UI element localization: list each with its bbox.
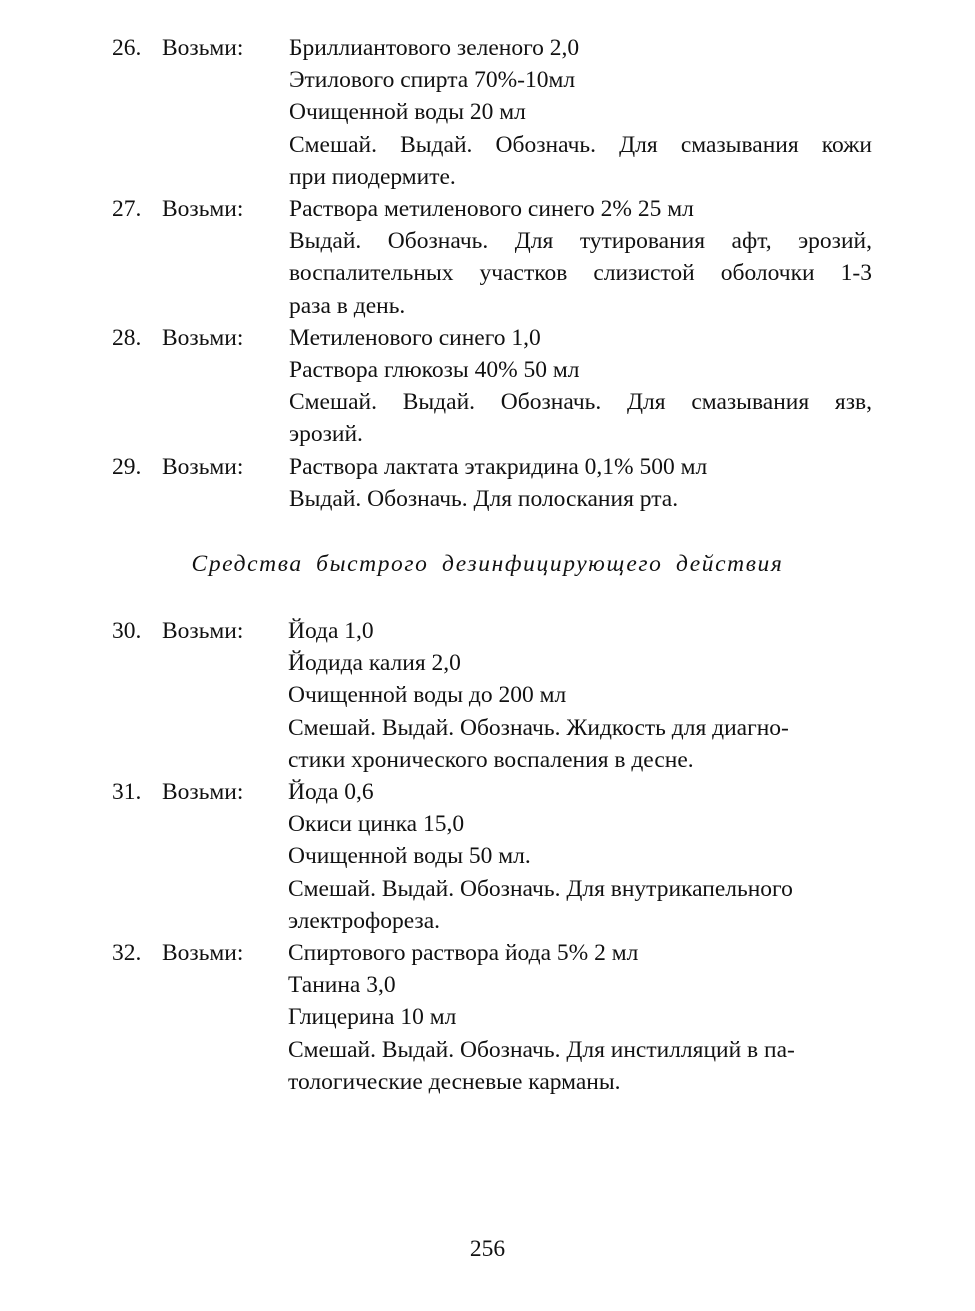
recipe-line: Йода 0,6 xyxy=(288,779,374,806)
recipe-line: Очищенной воды до 200 мл xyxy=(288,682,567,709)
recipe-line: Йодида калия 2,0 xyxy=(288,650,461,677)
recipe-line: Метиленового синего 1,0 xyxy=(289,324,541,351)
recipe-29 xyxy=(112,451,872,515)
recipe-line: Раствора метиленового синего 2% 25 мл xyxy=(289,196,694,223)
recipe-number: 31. xyxy=(112,779,142,806)
recipe-30 xyxy=(112,615,872,776)
section-heading: Средства быстрого дезинфицирующего действия xyxy=(191,551,784,577)
recipe-line: Смешай. Выдай. Обозначь. Для инстилляций в па- xyxy=(288,1036,795,1063)
recipe-line: Очищенной воды 50 мл. xyxy=(288,843,531,870)
recipe-list-a xyxy=(112,32,872,515)
recipe-line: Йода 1,0 xyxy=(288,618,374,644)
recipe-body xyxy=(289,451,872,515)
recipe-line: Бриллиантового зеленого 2,0 xyxy=(289,35,580,61)
recipe-line: электрофореза. xyxy=(288,907,441,934)
recipe-line: стики хронического воспаления в десне. xyxy=(288,746,694,773)
recipe-27 xyxy=(112,193,872,322)
recipe-verb: Возьми: xyxy=(162,779,244,806)
recipe-line: раза в день. xyxy=(289,292,406,319)
recipe-line: тологические десневые карманы. xyxy=(288,1068,621,1095)
recipe-number: 32. xyxy=(112,940,142,967)
recipe-line: Раствора глюкозы 40% 50 мл xyxy=(289,357,580,384)
recipe-line: Выдай. Обозначь. Для тутирования афт, эрозий, xyxy=(289,228,872,255)
recipe-verb: Возьми: xyxy=(162,940,244,967)
recipe-line: Спиртового раствора йода 5% 2 мл xyxy=(288,940,639,967)
recipe-line: Смешай. Выдай. Обозначь. Жидкость для диагно- xyxy=(288,714,789,741)
recipe-line: воспалительных участков слизистой оболочки 1-3 xyxy=(289,260,872,287)
recipe-line: Смешай. Выдай. Обозначь. Для смазывания язв, xyxy=(289,389,872,416)
recipe-number: 29. xyxy=(112,453,142,480)
recipe-verb: Возьми: xyxy=(162,453,244,480)
recipe-number: 28. xyxy=(112,324,142,351)
recipe-verb: Возьми: xyxy=(162,35,244,61)
recipe-line: Танина 3,0 xyxy=(288,972,396,999)
recipe-31 xyxy=(112,776,872,937)
recipe-line: Окиси цинка 15,0 xyxy=(288,811,465,838)
recipe-line: Раствора лактата этакридина 0,1% 500 мл xyxy=(289,453,708,480)
recipe-number: 27. xyxy=(112,196,142,223)
recipe-line: эрозий. xyxy=(289,421,363,448)
recipe-28 xyxy=(112,322,872,451)
recipe-verb: Возьми: xyxy=(162,618,244,644)
recipe-verb: Возьми: xyxy=(162,196,244,223)
recipe-number: 30. xyxy=(112,618,142,644)
recipe-number: 26. xyxy=(112,35,142,61)
recipe-line: при пиодермите. xyxy=(289,163,456,190)
recipe-body xyxy=(288,776,872,937)
recipe-line: Глицерина 10 мл xyxy=(288,1004,457,1031)
recipe-verb: Возьми: xyxy=(162,324,244,351)
recipe-body xyxy=(288,615,872,776)
recipe-line: Этилового спирта 70%-10мл xyxy=(289,67,576,94)
recipe-32 xyxy=(112,937,872,1098)
recipe-line: Смешай. Выдай. Обозначь. Для внутрикапельного xyxy=(288,875,793,902)
recipe-26 xyxy=(112,32,872,193)
recipe-body xyxy=(289,32,872,193)
recipe-body xyxy=(289,193,872,322)
recipe-line: Смешай. Выдай. Обозначь. Для смазывания кожи xyxy=(289,131,872,158)
recipe-list-b xyxy=(112,615,872,1098)
recipe-body xyxy=(289,322,872,451)
recipe-line: Очищенной воды 20 мл xyxy=(289,99,526,126)
recipe-line: Выдай. Обозначь. Для полоскания рта. xyxy=(289,485,679,512)
page-number: 256 xyxy=(469,1236,506,1262)
recipe-body xyxy=(288,937,872,1098)
